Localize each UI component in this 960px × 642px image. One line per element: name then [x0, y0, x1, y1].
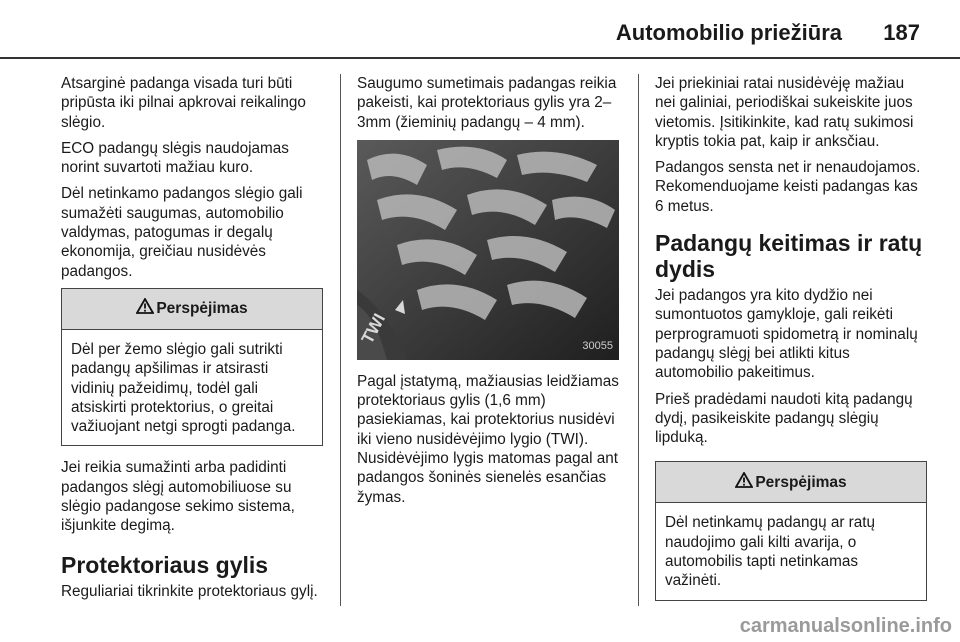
twi-marker-label: TWI [357, 310, 390, 347]
header-rule [0, 57, 960, 59]
column-2 [357, 74, 619, 514]
column-divider [340, 74, 341, 606]
warning-header [656, 462, 926, 503]
watermark: carmanualsonline.info [739, 615, 952, 637]
paragraph: Jei priekiniai ratai nusidėvėję mažiau nei galiniai, periodiškai sukeiskite juos vietomis. Įsitikinkite, kad ratų sukimosi kryptis tokia pat, kaip ir anksčiau. [655, 75, 914, 150]
paragraph: Pagal įstatymą, mažiausias leidžiamas protektoriaus gylis (1,6 mm) pasiekiamas, kai protektorius nusidėvi iki vieno nusidėvėjimo lygio (TWI). Nusidėvėjimo lygis matomas pagal ant padangos šoninės sienelės esančias žymas. [357, 372, 619, 506]
warning-header [62, 289, 322, 330]
paragraph: Saugumo sumetimais padangas reikia pakeisti, kai protektoriaus gylis yra 2–3mm (žieminių padangų – 4 mm). [357, 75, 617, 131]
warning-text: Dėl per žemo slėgio gali sutrikti padangų apšilimas ir atsirasti vidinių pažeidimų, todėl gali atsiskirti protektorius, o greitai važiuojant netgi sprogti padanga. [71, 340, 296, 436]
warning-title: Perspėjimas [755, 473, 847, 491]
column-1 [61, 74, 323, 608]
paragraph: Atsarginė padanga visada turi būti pripūsta iki pilnai apkrovai reikalingo slėgio. [61, 75, 306, 131]
warning-box [655, 461, 927, 600]
warning-triangle-icon [136, 298, 154, 319]
paragraph: Prieš pradėdami naudoti kitą padangų dydį, pasikeiskite padangų slėgių lipduką. [655, 390, 913, 447]
tire-tread-figure [357, 140, 619, 360]
section-title: Automobilio priežiūra [615, 20, 842, 45]
warning-text: Dėl netinkamų padangų ar ratų naudojimo gali kilti avarija, o automobilis tapti netinkamas važinėti. [665, 514, 876, 590]
tire-tread-illustration [357, 140, 619, 360]
page-header [0, 0, 960, 62]
column-3 [655, 74, 927, 613]
paragraph: Padangos sensta net ir nenaudojamos. Rekomenduojame keisti padangas kas 6 metus. [655, 159, 921, 215]
paragraph: Jei padangos yra kito dydžio nei sumontuotos gamykloje, gali reikėti perprogramuoti spidometrą ir nominalų padangų slėgį bei atlikti kitus automobilio pakeitimus. [655, 287, 918, 382]
paragraph: Dėl netinkamo padangos slėgio gali sumažėti saugumas, automobilio valdymas, patogumas ir degalų ekonomija, greičiau nusidėvės padangos. [61, 185, 303, 280]
section-heading: Protektoriaus gylis [61, 551, 269, 578]
page-number: 187 [883, 20, 920, 45]
paragraph: Jei reikia sumažinti arba padidinti padangos slėgį automobiliuose su slėgio padangose sekimo sistema, išjunkite degimą. [61, 459, 295, 535]
warning-triangle-icon [735, 472, 753, 493]
paragraph: Reguliariai tikrinkite protektoriaus gylį. [61, 582, 318, 600]
figure-number: 30055 [582, 339, 613, 352]
column-divider [638, 74, 639, 606]
section-heading: Padangų keitimas ir ratų dydis [655, 230, 923, 283]
warning-box [61, 288, 323, 446]
paragraph: ECO padangų slėgis naudojamas norint suvartoti mažiau kuro. [61, 139, 289, 177]
warning-title: Perspėjimas [156, 300, 248, 318]
